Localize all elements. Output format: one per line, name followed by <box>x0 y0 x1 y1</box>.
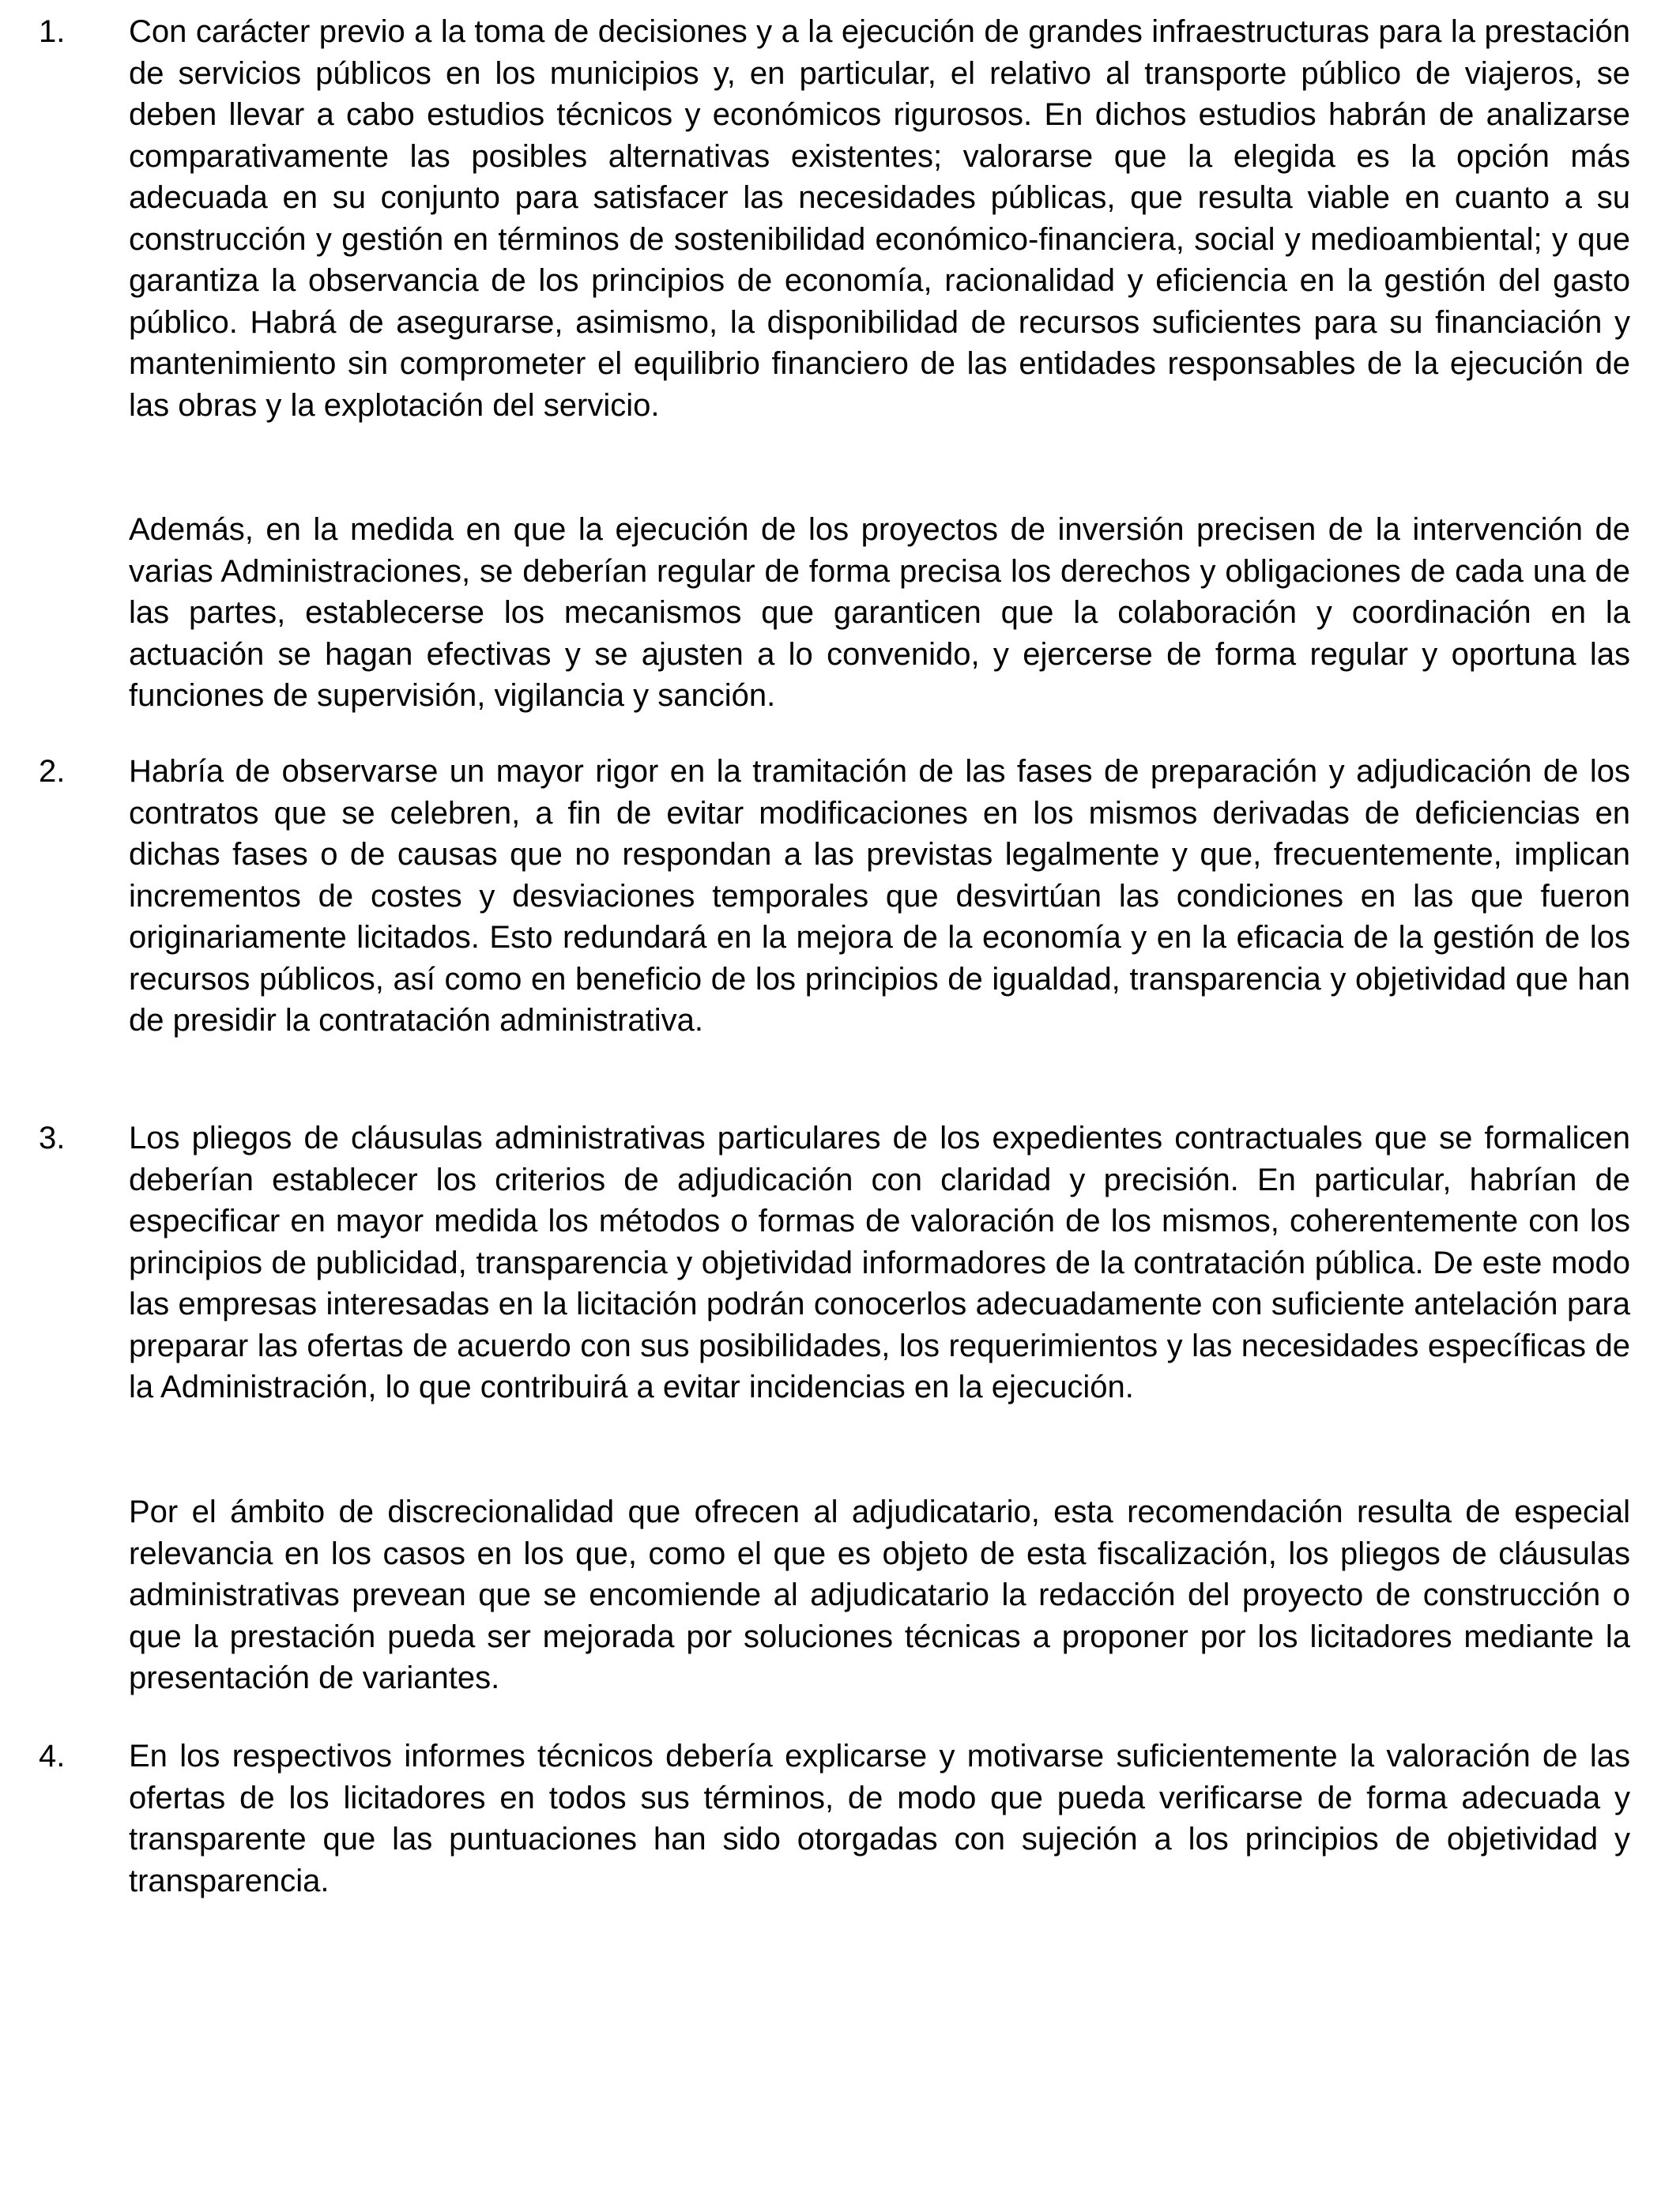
item-number: 2. <box>39 754 66 789</box>
paragraph: Con carácter previo a la toma de decisiones y a la ejecución de grandes infraestructuras para la prestación de servicios públicos en los municipios y, en particular, el relativo al transporte público de viajeros, se deben llevar a cabo estudios técnicos y económicos rigurosos. En dichos estudios habrán de analizarse comparativamente las posibles alternativas existentes; valorarse que la elegida es la opción más adecuada en su conjunto para satisfacer las necesidades públicas, que resulta viable en cuanto a su construcción y gestión en términos de sostenibilidad económico-financiera, social y medioambiental; y que garantiza la observancia de los principios de economía, racionalidad y eficiencia en la gestión del gasto público. Habrá de asegurarse, asimismo, la disponibilidad de recursos suficientes para su financiación y mantenimiento sin comprometer el equilibrio financiero de las entidades responsables de la ejecución de las obras y la explotación del servicio. <box>129 14 1630 423</box>
paragraph: Los pliegos de cláusulas administrativas particulares de los expedientes contractuales que se formalicen deberían establecer los criterios de adjudicación con claridad y precisión. En particular, habrían de especificar en mayor medida los métodos o formas de valoración de los mismos, coherentemente con los principios de publicidad, transparencia y objetividad informadores de la contratación pública. De este modo las empresas interesadas en la licitación podrán conocerlos adecuadamente con suficiente antelación para preparar las ofertas de acuerdo con sus posibilidades, los requerimientos y las necesidades específicas de la Administración, lo que contribuirá a evitar incidencias en la ejecución. <box>129 1121 1630 1404</box>
paragraph: Habría de observarse un mayor rigor en la tramitación de las fases de preparación y adjudicación de los contratos que se celebren, a fin de evitar modificaciones en los mismos derivadas de deficiencias en dichas fases o de causas que no respondan a las previstas legalmente y que, frecuentemente, implican incrementos de costes y desviaciones temporales que desvirtúan las condiciones en las que fueron originariamente licitados. Esto redundará en la mejora de la economía y en la eficacia de la gestión de los recursos públicos, así como en beneficio de los principios de igualdad, transparencia y objetividad que han de presidir la contratación administrativa. <box>129 754 1630 1038</box>
paragraph: Además, en la medida en que la ejecución de los proyectos de inversión precisen de la intervención de varias Administraciones, se deberían regular de forma precisa los derechos y obligaciones de cada una de las partes, establecerse los mecanismos que garanticen que la colaboración y coordinación en la actuación se hagan efectivas y se ajusten a lo convenido, y ejercerse de forma regular y oportuna las funciones de supervisión, vigilancia y sanción. <box>129 512 1630 713</box>
item-number: 1. <box>39 14 66 49</box>
paragraph: Por el ámbito de discrecionalidad que ofrecen al adjudicatario, esta recomendación resulta de especial relevancia en los casos en los que, como el que es objeto de esta fiscalización, los pliegos de cláusulas administrativas prevean que se encomiende al adjudicatario la redacción del proyecto de construcción o que la prestación pueda ser mejorada por soluciones técnicas a proponer por los licitadores mediante la presentación de variantes. <box>129 1495 1630 1695</box>
paragraph: En los respectivos informes técnicos debería explicarse y motivarse suficientemente la valoración de las ofertas de los licitadores en todos sus términos, de modo que pueda verificarse de forma adecuada y transparente que las puntuaciones han sido otorgadas con sujeción a los principios de objetividad y transparencia. <box>129 1739 1630 1898</box>
item-number: 4. <box>39 1739 66 1774</box>
item-number: 3. <box>39 1121 66 1155</box>
